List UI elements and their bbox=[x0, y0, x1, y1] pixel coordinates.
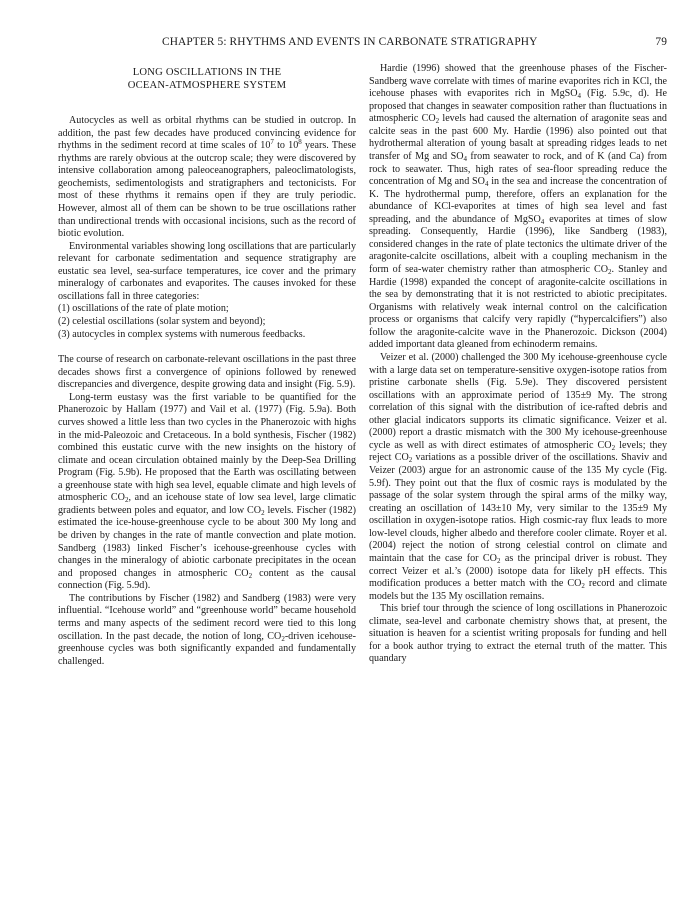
running-header bbox=[58, 36, 669, 52]
paragraph-long-term-eustasy: Long-term eustasy was the first variable to be quantified for the Phanerozoic by Hallam (1977) and Vail et al. (1977) (Fig. 5.9a). Both curves showed a little less than two cycles in the Phanerozoic with highs in the mid-Paleozoic and Cretaceous. In a bold synthesis, Fischer (1982) combined this eustatic curve with the new insights on the history of climate and ocean circulation obtained mainly by the Deep-Sea Drilling Program (Fig. 5.9b). He proposed that the Earth was oscillating between a greenhouse state with high sea level, equable climate and high levels of atmospheric $CO_2$, and an icehouse state of low sea level, large climatic gradients between poles and equator, and low $CO_2$ levels. Fischer (1982) estimated the ice-house-greenhouse cycle to be about 300 My long and be driven by changes in the rate of mantle convection and plate motion. Sandberg (1983) linked Fischer’s icehouse-greenhouse cycles with changes in the mineralogy of abiotic carbonate precipitates in the ocean and proposed changes in atmospheric $CO_2$ content as the causal connection (Fig. 5.9d). bbox=[58, 391, 357, 592]
list-item-3: (3) autocycles in complex systems with numerous feedbacks. bbox=[58, 328, 306, 340]
paragraph-hardie: Hardie (1996) showed that the greenhouse phases of the Fischer-Sandberg wave correlate with times of marine evaporites rich in KCl, the icehouse phases with evaporites rich in MgSO$_4$ (Fig. 5.9c, d). He proposed that changes in seawater composition rather than fluctuations in atmospheric $CO_2$ levels had caused the alternation of aragonite seas and calcite seas in the past 600 My. Hardie (1996) also pointed out that hydrothermal alteration of young basalt at spreading ridges leads to net transfer of Mg and $SO_4$ from seawater to rock, and of K (and Ca) from rock to seawater. Thus, high rates of sea-floor spreading reduce the concentration of Mg and $SO_4$ in the sea and increase the concentration of K. The hydrothermal pump, therefore, offers an explanation for the abundance of KCl-evaporites at times of high sea level and fast spreading, and the abundance of MgSO$_4$ evaporites at times of slow spreading. Consequently, Hardie (1996), like Sandberg (1983), considered changes in the rate of plate tectonics the ultimate driver of the aragonite-calcite oscillations, albeit with a coupling mechanism in the form of sea-water chemistry rather than atmospheric $CO_2$. Stanley and Hardie (1998) expanded the concept of aragonite-calcite oscillations in the sea by demonstrating that it is not restricted to abiotic precipitates. Organisms with relatively weak internal control on the calcification process or organisms that calcify very rapidly (“hypercalcifiers”) also follow the aragonite-calcite wave in the Phanerozoic. Dickson (2004) added important data gleaned from echinoderm remains. bbox=[369, 63, 667, 351]
paragraph-veizer: Veizer et al. (2000) challenged the 300 My icehouse-greenhouse cycle with a large data set on temperature-sensitive oxygen-isotope ratios from pristine carbonate shells (Fig. 5.9e). They discovered persistent oscillations with an approximate period of 135±9 My. The strong correlation of this signal with the distribution of ice-rafted debris and other glacial indicators supports its climatic significance. Veizer et al. (2000) report a drastic mismatch with the 300 My icehouse-greenhouse cycle as well as with direct estimates of atmospheric $CO_2$ levels; they reject $CO_2$ variations as a possible driver of the oscillations. Shaviv and Veizer (2003) argue for an astronomic cause of the 135 My cycle (Fig. 5.9f). They point out that the flux of cosmic rays is modulated by the passage of the solar system through the spiral arms of the milky way, creating an oscillation of 143±10 My, very similar to the 135±9 My oscillation in oxygen-isotope ratios. High cosmic-ray flux leads to more low-level clouds, higher albedo and therefore cooler climate. Royer et al. (2004) reject the notion of strong celestial control on climate and maintain that the case for $CO_2$ as the principal driver is robust. They correct Veizer et al.’s (2000) isotope data for likely pH effects. This modification produces a better match with the $CO_2$ record and climate models but the 135 My oscillation remains. bbox=[369, 351, 667, 602]
right-column bbox=[369, 63, 667, 666]
paragraph-environmental-variables: Environmental variables showing long oscillations that are particularly relevant for carbonate sedimentation and sequence stratigraphy are eustatic sea level, sea-surface temperatures, ice cover and the primary mineralogy of carbonates and evaporites. The causes invoked for these oscillations fall in three categories: bbox=[58, 240, 356, 302]
section-title-line-2: OCEAN-ATMOSPHERE SYSTEM bbox=[127, 80, 287, 91]
paragraph-autocycles: Autocycles as well as orbital rhythms can be studied in outcrop. In addition, the past few decades have produced convincing evidence for rhythms in the sediment record at time scales of $10^7$ to $10^8$ years. These rhythms are rarely obvious at the outcrop scale; they were discovered by intensive collaboration among paleoceanographers, paleoclimatologists, geochemists, sedimentologists and stratigraphers and tectonicists. For most of these rhythms it remains open if they are truly periodic. However, almost all of them can be shown to be true oscillations rather than undirectional trends with occasional incisions, such as the record of biotic evolution. bbox=[58, 115, 356, 240]
paragraph-brief-tour: This brief tour through the science of long oscillations in Phanerozoic climate, sea-level and carbonate chemistry shows that, at present, the situation is heaven for a scientist writing proposals for funding and hell for a book author trying to extract the eternal truth of the matter. This quandary bbox=[369, 603, 667, 665]
section-title-line-1: LONG OSCILLATIONS IN THE bbox=[132, 67, 282, 78]
list-item-1: (1) oscillations of the rate of plate motion; bbox=[58, 303, 229, 315]
list-item-2: (2) celestial oscillations (solar system and beyond); bbox=[58, 316, 266, 327]
left-column bbox=[58, 63, 356, 668]
paragraph-course-of-research: The course of research on carbonate-relevant oscillations in the past three decades shows first a convergence of opinions followed by renewed discrepancies and divergence, despite growing data and insight (Fig. 5.9). bbox=[58, 354, 356, 391]
section-title bbox=[58, 66, 356, 92]
paragraph-contributions: The contributions by Fischer (1982) and Sandberg (1983) were very influential. “Icehouse world” and “greenhouse world” became household terms and many aspects of the sediment record were tied to this long oscillation. In the past decade, the notion of long, $CO_2$-driven icehouse-greenhouse cycles was both significantly expanded and fundamentally challenged. bbox=[58, 592, 356, 667]
page-number: 79 bbox=[655, 36, 667, 48]
running-title: CHAPTER 5: RHYTHMS AND EVENTS IN CARBONATE STRATIGRAPHY bbox=[162, 36, 538, 48]
